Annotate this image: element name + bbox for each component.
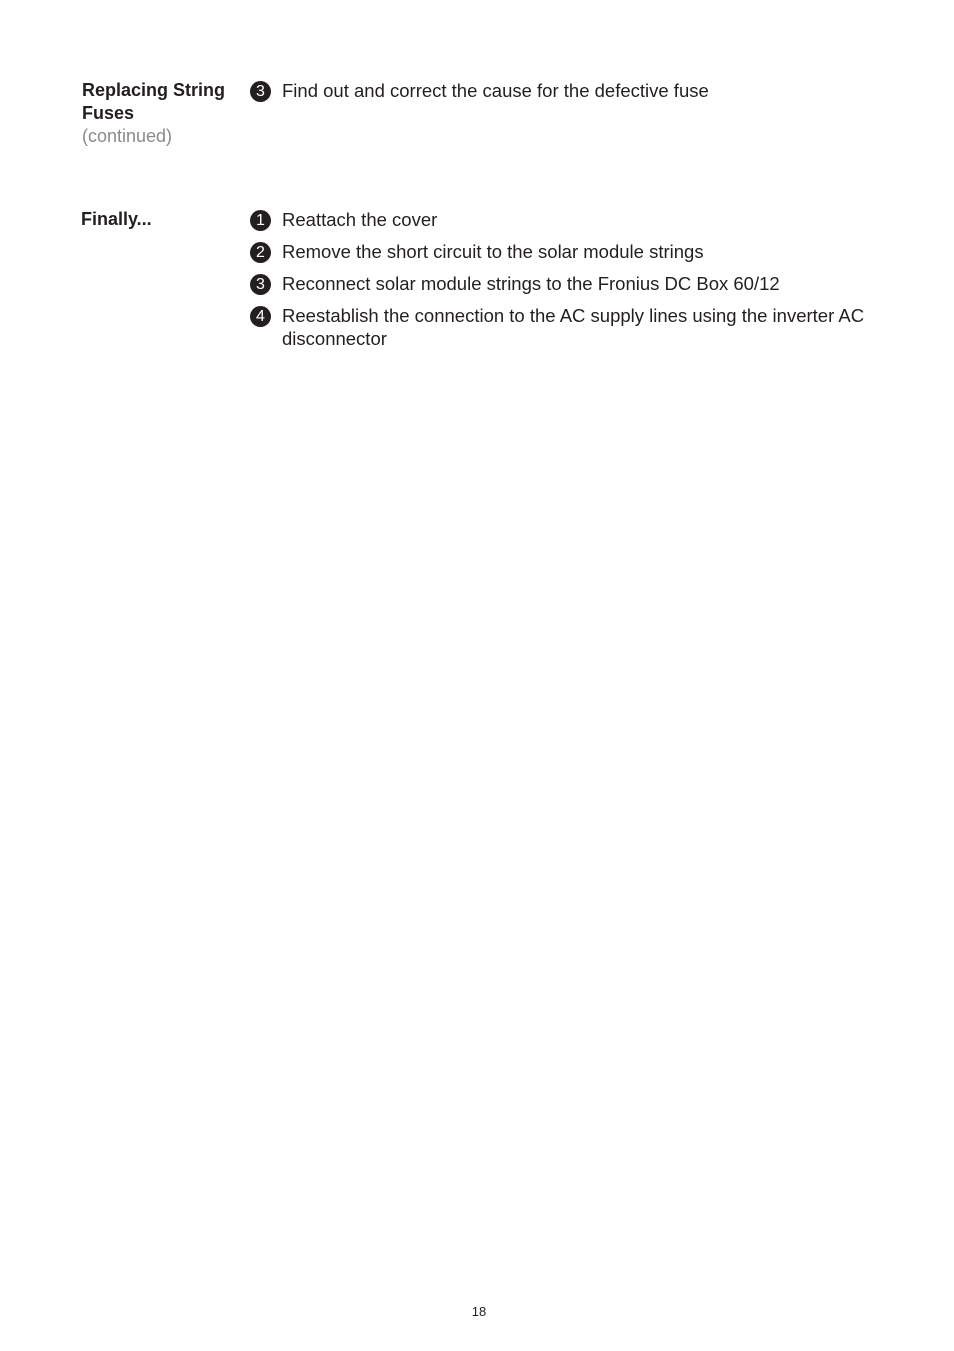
step-item bbox=[249, 240, 889, 263]
step-number-badge: 2 bbox=[250, 242, 271, 263]
step-number-badge: 3 bbox=[250, 274, 271, 295]
step-number-badge: 3 bbox=[250, 81, 271, 102]
step-item bbox=[249, 272, 889, 295]
step-text: Reattach the cover bbox=[282, 209, 438, 230]
step-item bbox=[249, 208, 889, 231]
section-sidebar bbox=[82, 79, 232, 148]
section-sidebar bbox=[81, 208, 231, 231]
step-list bbox=[249, 79, 889, 111]
page-number: 18 bbox=[471, 1304, 487, 1319]
step-text: Find out and correct the cause for the defective fuse bbox=[282, 80, 709, 101]
step-text: Remove the short circuit to the solar module strings bbox=[282, 241, 704, 262]
step-number-badge: 1 bbox=[250, 210, 271, 231]
step-text: Reestablish the connection to the AC supply lines using the inverter AC disconnector bbox=[282, 305, 865, 349]
step-list bbox=[249, 208, 889, 359]
step-item bbox=[249, 79, 889, 102]
section-heading: Replacing String Fuses bbox=[82, 80, 226, 123]
section-heading: Finally... bbox=[81, 209, 152, 229]
step-item bbox=[249, 304, 889, 350]
step-number-badge: 4 bbox=[250, 306, 271, 327]
step-text: Reconnect solar module strings to the Fronius DC Box 60/12 bbox=[282, 273, 780, 294]
section-subheading: (continued) bbox=[82, 126, 173, 146]
